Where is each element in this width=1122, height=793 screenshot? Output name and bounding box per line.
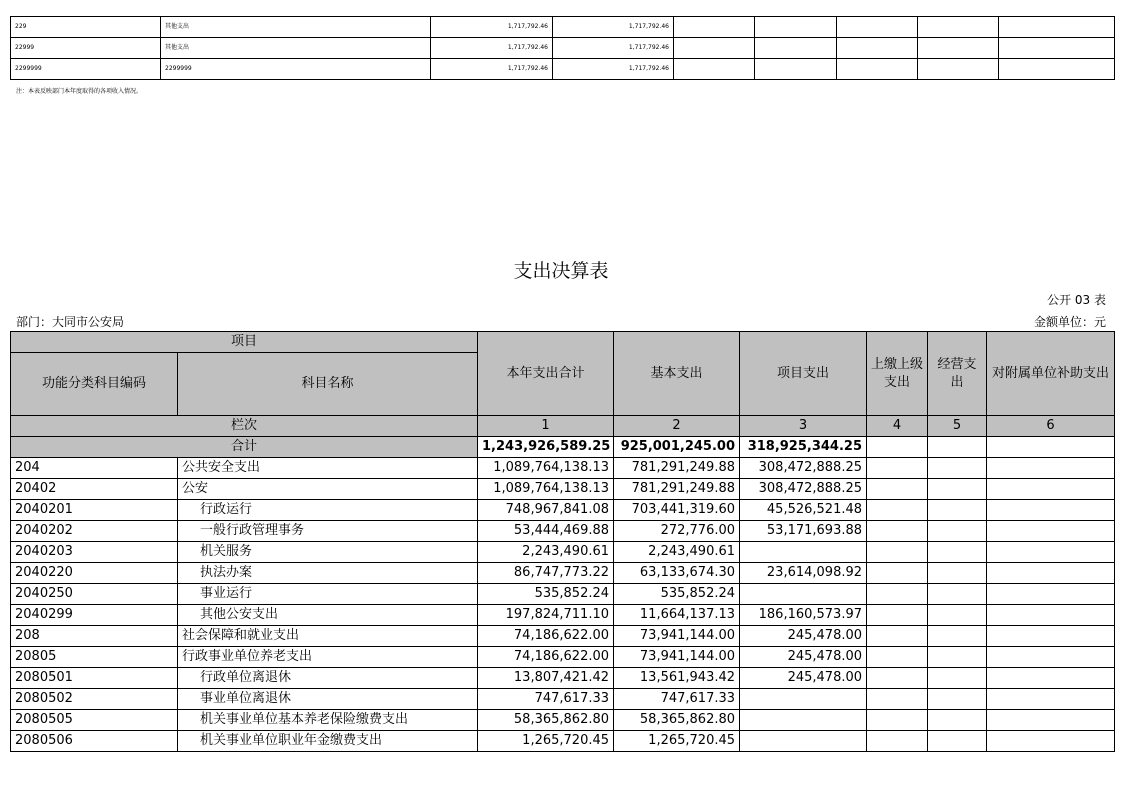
project-cell: 245,478.00 <box>740 647 867 668</box>
name-cell: 行政单位离退休 <box>178 668 478 689</box>
empty-cell <box>928 437 987 458</box>
total-cell: 53,444,469.88 <box>478 521 614 542</box>
project-cell: 186,160,573.97 <box>740 605 867 626</box>
empty-cell <box>987 647 1115 668</box>
code-cell: 2040201 <box>11 500 178 521</box>
empty-cell <box>674 59 755 80</box>
project-cell: 45,526,521.48 <box>740 500 867 521</box>
name-cell: 社会保障和就业支出 <box>178 626 478 647</box>
empty-cell <box>987 710 1115 731</box>
total-cell: 318,925,344.25 <box>740 437 867 458</box>
index-cell: 2 <box>614 416 740 437</box>
table-row <box>11 668 1115 689</box>
code-cell: 2299999 <box>11 59 161 80</box>
empty-cell <box>928 500 987 521</box>
basic-cell: 747,617.33 <box>614 689 740 710</box>
total-cell: 1,089,764,138.13 <box>478 479 614 500</box>
empty-cell <box>987 500 1115 521</box>
header-subsidy: 对附属单位补助支出 <box>987 332 1115 416</box>
name-cell: 2299999 <box>161 59 431 80</box>
index-cell: 3 <box>740 416 867 437</box>
table-row <box>11 731 1115 752</box>
empty-cell <box>867 500 928 521</box>
project-cell <box>740 731 867 752</box>
empty-cell <box>867 668 928 689</box>
code-cell: 22999 <box>11 38 161 59</box>
project-cell: 308,472,888.25 <box>740 479 867 500</box>
empty-cell <box>867 584 928 605</box>
empty-cell <box>867 542 928 563</box>
empty-cell <box>987 626 1115 647</box>
empty-cell <box>987 458 1115 479</box>
empty-cell <box>867 689 928 710</box>
total-cell: 1,265,720.45 <box>478 731 614 752</box>
name-cell: 事业单位离退休 <box>178 689 478 710</box>
table-row <box>11 584 1115 605</box>
empty-cell <box>867 437 928 458</box>
table-row <box>11 647 1115 668</box>
table-row <box>11 542 1115 563</box>
empty-cell <box>837 17 918 38</box>
empty-cell <box>928 521 987 542</box>
basic-cell: 1,717,792.46 <box>553 17 674 38</box>
name-cell: 其他支出 <box>161 17 431 38</box>
empty-cell <box>928 458 987 479</box>
empty-cell <box>918 38 999 59</box>
empty-cell <box>999 17 1115 38</box>
project-cell: 53,171,693.88 <box>740 521 867 542</box>
empty-cell <box>918 59 999 80</box>
name-cell: 机关服务 <box>178 542 478 563</box>
total-cell: 1,717,792.46 <box>431 38 553 59</box>
total-cell: 1,717,792.46 <box>431 59 553 80</box>
empty-cell <box>928 647 987 668</box>
empty-cell <box>987 563 1115 584</box>
header-upper: 上缴上级支出 <box>867 332 928 416</box>
basic-cell: 1,717,792.46 <box>553 59 674 80</box>
table-row <box>11 626 1115 647</box>
code-cell: 20402 <box>11 479 178 500</box>
basic-cell: 1,717,792.46 <box>553 38 674 59</box>
project-cell: 308,472,888.25 <box>740 458 867 479</box>
empty-cell <box>867 479 928 500</box>
basic-cell: 781,291,249.88 <box>614 479 740 500</box>
name-cell: 行政运行 <box>178 500 478 521</box>
form-number: 公开 03 表 <box>1047 293 1106 307</box>
index-row <box>11 416 1115 437</box>
basic-cell: 272,776.00 <box>614 521 740 542</box>
index-cell: 5 <box>928 416 987 437</box>
name-cell: 机关事业单位职业年金缴费支出 <box>178 731 478 752</box>
project-cell: 245,478.00 <box>740 626 867 647</box>
empty-cell <box>987 437 1115 458</box>
code-cell: 2040299 <box>11 605 178 626</box>
table-row <box>11 17 1115 38</box>
empty-cell <box>867 710 928 731</box>
empty-cell <box>837 59 918 80</box>
basic-cell: 535,852.24 <box>614 584 740 605</box>
empty-cell <box>987 731 1115 752</box>
basic-cell: 11,664,137.13 <box>614 605 740 626</box>
total-cell: 747,617.33 <box>478 689 614 710</box>
basic-cell: 13,561,943.42 <box>614 668 740 689</box>
empty-cell <box>928 542 987 563</box>
code-cell: 2080501 <box>11 668 178 689</box>
empty-cell <box>867 647 928 668</box>
name-cell: 事业运行 <box>178 584 478 605</box>
code-cell: 229 <box>11 17 161 38</box>
total-cell: 748,967,841.08 <box>478 500 614 521</box>
header-business: 经营支出 <box>928 332 987 416</box>
empty-cell <box>837 38 918 59</box>
project-cell <box>740 542 867 563</box>
basic-cell: 2,243,490.61 <box>614 542 740 563</box>
empty-cell <box>928 479 987 500</box>
empty-cell <box>928 626 987 647</box>
page-title: 支出决算表 <box>513 260 609 282</box>
previous-table-fragment <box>10 16 1115 80</box>
empty-cell <box>987 479 1115 500</box>
header-basic: 基本支出 <box>614 332 740 416</box>
project-cell <box>740 710 867 731</box>
empty-cell <box>987 689 1115 710</box>
empty-cell <box>928 563 987 584</box>
empty-cell <box>918 17 999 38</box>
table-row <box>11 563 1115 584</box>
total-row <box>11 437 1115 458</box>
table-row <box>11 605 1115 626</box>
empty-cell <box>928 605 987 626</box>
header-project: 项目支出 <box>740 332 867 416</box>
name-cell: 其他公安支出 <box>178 605 478 626</box>
total-cell: 1,243,926,589.25 <box>478 437 614 458</box>
empty-cell <box>987 668 1115 689</box>
table-row <box>11 521 1115 542</box>
table-row <box>11 59 1115 80</box>
name-cell: 机关事业单位基本养老保险缴费支出 <box>178 710 478 731</box>
empty-cell <box>867 458 928 479</box>
table-row <box>11 38 1115 59</box>
table-row <box>11 458 1115 479</box>
empty-cell <box>928 689 987 710</box>
name-cell: 其他支出 <box>161 38 431 59</box>
empty-cell <box>987 542 1115 563</box>
name-cell: 公共安全支出 <box>178 458 478 479</box>
empty-cell <box>928 668 987 689</box>
total-cell: 1,089,764,138.13 <box>478 458 614 479</box>
index-cell: 4 <box>867 416 928 437</box>
total-cell: 535,852.24 <box>478 584 614 605</box>
basic-cell: 703,441,319.60 <box>614 500 740 521</box>
department-label: 部门：大同市公安局 <box>16 315 125 329</box>
basic-cell: 73,941,144.00 <box>614 647 740 668</box>
code-cell: 204 <box>11 458 178 479</box>
empty-cell <box>999 38 1115 59</box>
total-label: 合计 <box>11 437 478 458</box>
empty-cell <box>867 605 928 626</box>
table-note: 注：本表反映部门本年度取得的各项收入情况。 <box>16 88 143 95</box>
empty-cell <box>987 521 1115 542</box>
empty-cell <box>987 605 1115 626</box>
empty-cell <box>674 38 755 59</box>
empty-cell <box>867 731 928 752</box>
basic-cell: 1,265,720.45 <box>614 731 740 752</box>
total-cell: 2,243,490.61 <box>478 542 614 563</box>
code-cell: 20805 <box>11 647 178 668</box>
total-cell: 13,807,421.42 <box>478 668 614 689</box>
table-row <box>11 500 1115 521</box>
project-cell <box>740 689 867 710</box>
name-cell: 行政事业单位养老支出 <box>178 647 478 668</box>
expenditure-table <box>10 331 1115 752</box>
header-item: 项目 <box>11 332 478 353</box>
code-cell: 2040250 <box>11 584 178 605</box>
index-label: 栏次 <box>11 416 478 437</box>
code-cell: 208 <box>11 626 178 647</box>
header-code: 功能分类科目编码 <box>11 353 178 416</box>
project-cell: 23,614,098.92 <box>740 563 867 584</box>
header-total: 本年支出合计 <box>478 332 614 416</box>
header-name: 科目名称 <box>178 353 478 416</box>
basic-cell: 63,133,674.30 <box>614 563 740 584</box>
empty-cell <box>999 59 1115 80</box>
total-cell: 58,365,862.80 <box>478 710 614 731</box>
code-cell: 2080506 <box>11 731 178 752</box>
basic-cell: 781,291,249.88 <box>614 458 740 479</box>
table-row <box>11 479 1115 500</box>
index-cell: 1 <box>478 416 614 437</box>
table-row <box>11 689 1115 710</box>
currency-unit-label: 金额单位：元 <box>1033 315 1106 329</box>
empty-cell <box>928 710 987 731</box>
empty-cell <box>928 584 987 605</box>
empty-cell <box>928 731 987 752</box>
empty-cell <box>867 626 928 647</box>
name-cell: 公安 <box>178 479 478 500</box>
empty-cell <box>867 521 928 542</box>
index-cell: 6 <box>987 416 1115 437</box>
total-cell: 197,824,711.10 <box>478 605 614 626</box>
code-cell: 2040202 <box>11 521 178 542</box>
project-cell: 245,478.00 <box>740 668 867 689</box>
total-cell: 74,186,622.00 <box>478 647 614 668</box>
name-cell: 执法办案 <box>178 563 478 584</box>
code-cell: 2080502 <box>11 689 178 710</box>
table-row <box>11 710 1115 731</box>
empty-cell <box>755 17 837 38</box>
empty-cell <box>674 17 755 38</box>
code-cell: 2080505 <box>11 710 178 731</box>
empty-cell <box>867 563 928 584</box>
code-cell: 2040220 <box>11 563 178 584</box>
empty-cell <box>755 38 837 59</box>
basic-cell: 58,365,862.80 <box>614 710 740 731</box>
total-cell: 925,001,245.00 <box>614 437 740 458</box>
basic-cell: 73,941,144.00 <box>614 626 740 647</box>
project-cell <box>740 584 867 605</box>
empty-cell <box>755 59 837 80</box>
header-row-1 <box>11 332 1115 353</box>
name-cell: 一般行政管理事务 <box>178 521 478 542</box>
empty-cell <box>987 584 1115 605</box>
total-cell: 1,717,792.46 <box>431 17 553 38</box>
total-cell: 86,747,773.22 <box>478 563 614 584</box>
code-cell: 2040203 <box>11 542 178 563</box>
total-cell: 74,186,622.00 <box>478 626 614 647</box>
